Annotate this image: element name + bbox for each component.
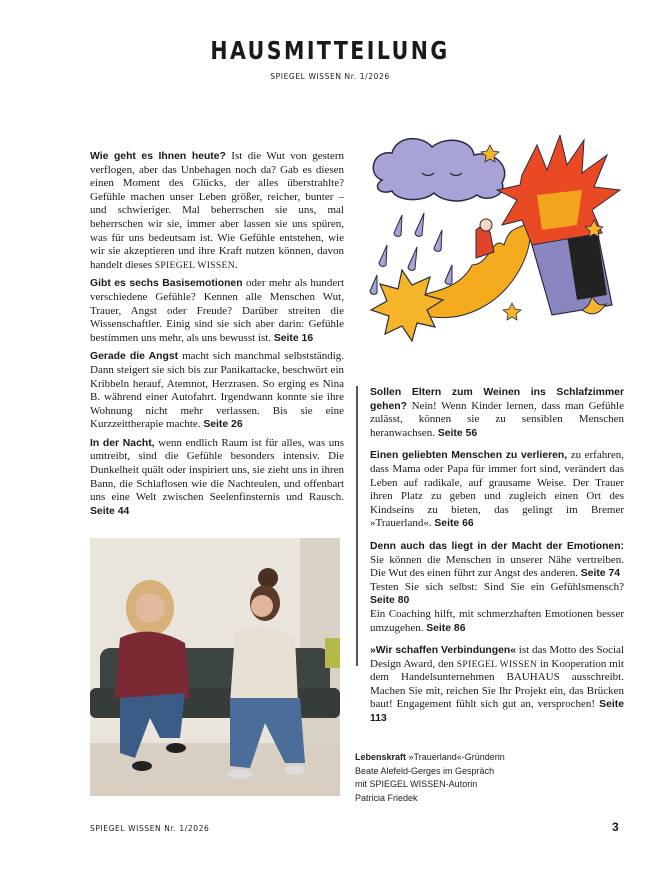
teaser-text: . [234, 258, 238, 271]
page-reference[interactable]: Seite 113 [370, 699, 624, 725]
caption-lead: Lebenskraft [355, 752, 407, 762]
teaser-text: Ist die Wut von gestern verflogen, aber das Unbehagen noch da? Gab es diesen einen Moment des Glücks, der alles überstrahlte? Gefühle machen unser Leben größer, reicher, bunter – und schwieriger. Mal beherrschen sie uns, mal beherrschen wir sie, immer aber lassen sie uns spüren, was für uns bedeutsam ist. Wie Gefühle entstehen, wie wir sie akzeptieren und ihre Kraft nutzen können, davon handelt dieses [90, 150, 344, 271]
right-column [370, 386, 624, 735]
page-number: 3 [612, 820, 619, 834]
teaser-text: Nein! Wenn Kinder lernen, dass man Gefühle zulässt, können sie zu sensiblen Menschen heranwachsen. [370, 399, 624, 439]
teaser-text: wenn endlich Raum ist für alles, was uns umtreibt, sind die Gefühle besonders intensiv. Die Dunkelheit quält oder inspiriert uns, sie zieht uns in ihren Bann, die Schlaflosen wie die Nachteulen, und offenbart uns eine Welt zwischen Seelenfinsternis und Rausch. [90, 436, 344, 504]
teaser-lead: Gerade die Angst [90, 351, 179, 363]
teaser-text: in Kooperation mit dem Handelsunternehmen BAUHAUS ausschreibt. Machen Sie mit, reichen Sie Ihr Projekt ein, das Brücken baut! Engagement fühlt sich gut an, versprochen! [370, 657, 624, 711]
page-reference[interactable]: Seite 86 [426, 622, 466, 634]
teaser-paragraph [90, 350, 344, 432]
teaser-paragraph [370, 644, 624, 726]
page-reference[interactable]: Seite 56 [437, 427, 478, 439]
teaser-paragraph [370, 449, 624, 531]
teaser-paragraph [370, 386, 624, 440]
page-reference[interactable]: Seite 66 [434, 518, 474, 530]
footer-issue: SPIEGEL WISSEN Nr. 1/2026 [90, 824, 210, 833]
page-reference[interactable]: Seite 80 [370, 595, 410, 607]
teaser-text: macht sich manchmal selbstständig. Dann steigert sie sich bis zur Panikattacke, beschwört ein Kribbeln herauf, Atemnot, Herzrasen. So erging es Nina B. während einer Autofahrt. Irgendwann konnte sie ihre Wohnung nicht mehr verlassen. Bis sie eine Kurzzeittherapie machte. [90, 350, 344, 431]
page-reference[interactable]: Seite 44 [90, 505, 130, 517]
brand-name: SPIEGEL WISSEN [456, 658, 538, 670]
emotions-illustration [362, 135, 624, 347]
issue-subtitle: SPIEGEL WISSEN Nr. 1/2026 [270, 72, 390, 81]
page-title: HAUSMITTEILUNG [210, 36, 450, 65]
teaser-lead: Einen geliebten Menschen zu verlieren, [370, 450, 568, 462]
page-reference[interactable]: Seite 74 [580, 568, 621, 580]
teaser-text: zu erfahren, dass Mama oder Papa für immer fort sind, verändert das Leben auf radikale, auf grausame Weise. Der Trauer ihren Platz zu geben und zugleich einen Ort des Kindseins zu bieten, das gelingt im Bremer »Trauerland«. [370, 449, 624, 530]
teaser-text: oder mehr als hundert verschiedene Gefühle? Kennen alle Menschen Wut, Trauer, Angst oder Freude? Darüber streiten die Wissenschaftler. Einig sind sie sich aber darin: Gefühle bestimmen uns mehr, als uns bewusst ist. [90, 277, 345, 344]
caption-text: »Trauerland«-Gründerin [406, 752, 505, 762]
teaser-text: Sie können die Menschen in unserer Nähe vertreiben. Die Wut des einen führt zur Angst des anderen. [370, 553, 624, 580]
teaser-lead: Gibt es sechs Basisemotionen [90, 278, 243, 290]
brand-name: SPIEGEL WISSEN [154, 259, 235, 271]
caption-text: mit SPIEGEL WISSEN-Autorin [355, 779, 478, 789]
teaser-lead: Sollen Eltern zum Weinen ins Schlafzimmer gehen? [370, 387, 624, 412]
teaser-lead: In der Nacht, [90, 437, 155, 449]
caption-text: Beate Alefeld-Gerges im Gespräch [355, 765, 495, 776]
interview-photo [90, 538, 340, 796]
teaser-lead: Denn auch das liegt in der Macht der Emotionen: [370, 540, 624, 552]
caption-text: Patricia Friedek [355, 792, 418, 803]
page-reference[interactable]: Seite 26 [203, 419, 243, 431]
teaser-paragraph [90, 277, 344, 345]
teaser-text: Testen Sie sich selbst: Sind Sie ein Gefühlsmensch? [370, 580, 624, 593]
teaser-paragraph [90, 150, 344, 272]
page-reference[interactable]: Seite 16 [273, 332, 314, 344]
teaser-paragraph [370, 540, 624, 635]
teaser-lead: Wie geht es Ihnen heute? [90, 151, 226, 162]
teaser-paragraph [90, 437, 344, 519]
photo-caption [355, 751, 505, 805]
left-column [90, 150, 344, 523]
column-divider [356, 386, 358, 666]
teaser-text: ist das Motto des Social Design Award, den [370, 644, 624, 670]
teaser-lead: »Wir schaffen Verbindungen« [370, 645, 517, 657]
volcano-figure-illustration [497, 135, 620, 315]
teaser-text: Ein Coaching hilft, mit schmerzhaften Emotionen besser umzugehen. [370, 607, 624, 634]
